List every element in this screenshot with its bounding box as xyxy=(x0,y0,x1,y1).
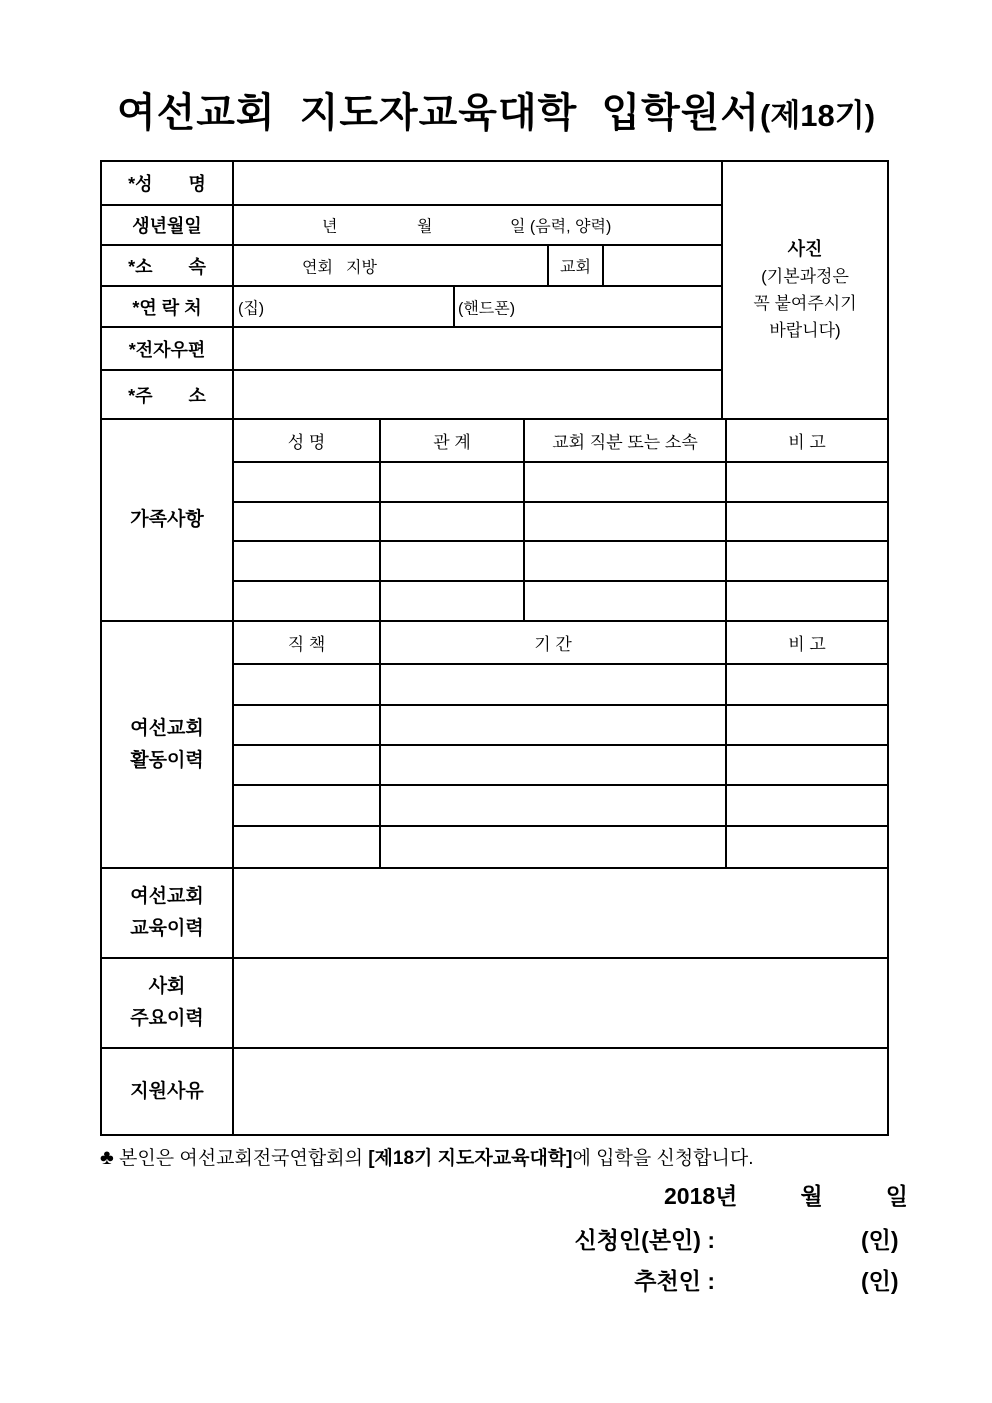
social-career-section xyxy=(102,957,887,1047)
family-position-cell xyxy=(523,503,725,541)
email-row xyxy=(102,326,721,369)
family-section xyxy=(102,418,887,620)
activity-note-cell xyxy=(725,706,887,744)
month-hint: 월 xyxy=(417,218,433,236)
date-day: 일 xyxy=(885,1183,908,1209)
declaration-suffix: 에 입학을 신청합니다. xyxy=(572,1148,754,1169)
family-row xyxy=(234,461,887,501)
family-header-position: 교회 직분 또는 소속 xyxy=(523,420,725,461)
recommender-seal-mark: (인) xyxy=(861,1268,899,1294)
name-input-area xyxy=(234,162,721,204)
declaration-line xyxy=(100,1143,754,1170)
activity-grid xyxy=(234,622,887,867)
day-calendar-hint: 일 (음력, 양력) xyxy=(510,218,612,236)
reason-section-label: 지원사유 xyxy=(102,1049,234,1134)
contact-label: *연 락 처 xyxy=(102,287,234,326)
page-title-main: 여선교회 지도자교육대학 입학원서 xyxy=(116,91,761,135)
activity-row xyxy=(234,825,887,867)
education-label-line1: 여선교회 xyxy=(130,886,204,907)
family-relation-cell xyxy=(379,463,523,501)
birthdate-label: 생년월일 xyxy=(102,206,234,244)
application-reason-section xyxy=(102,1047,887,1134)
activity-position-cell xyxy=(234,665,379,704)
name-label: *성 명 xyxy=(102,162,234,204)
activity-header-row xyxy=(234,622,887,663)
family-row xyxy=(234,501,887,541)
conference-hint: 연회 xyxy=(302,259,333,276)
activity-label-line1: 여선교회 xyxy=(130,717,204,739)
affiliation-row xyxy=(102,244,721,285)
applicant-seal-mark: (인) xyxy=(861,1227,899,1253)
date-line xyxy=(664,1178,908,1211)
birthdate-row xyxy=(102,204,721,244)
affiliation-conference-district-area xyxy=(234,246,549,285)
personal-info-rows xyxy=(102,162,721,418)
church-input-area xyxy=(604,246,721,285)
activity-note-cell xyxy=(725,827,887,867)
family-header-note: 비 고 xyxy=(725,420,887,461)
family-section-label: 가족사항 xyxy=(102,420,234,620)
club-bullet-icon: ♣ xyxy=(100,1146,114,1169)
recommender-signature-label: 추천인 : xyxy=(634,1268,715,1294)
family-header-relation: 관 계 xyxy=(379,420,523,461)
home-phone-hint: (집) xyxy=(238,300,265,317)
reason-input-area xyxy=(234,1049,887,1134)
family-note-cell xyxy=(725,542,887,580)
birthdate-input-area xyxy=(234,206,721,244)
activity-row xyxy=(234,784,887,825)
education-history-section xyxy=(102,867,887,957)
year-hint: 년 xyxy=(322,218,338,236)
activity-period-cell xyxy=(379,746,725,784)
mobile-phone-input-area xyxy=(455,287,721,326)
mobile-phone-hint: (핸드폰) xyxy=(458,300,516,317)
family-row xyxy=(234,540,887,580)
home-phone-input-area xyxy=(234,287,455,326)
family-position-cell xyxy=(523,463,725,501)
social-input-area xyxy=(234,959,887,1047)
application-form-table xyxy=(100,160,889,1136)
photo-label: 사진 xyxy=(787,239,823,259)
education-label-line2: 교육이력 xyxy=(130,918,204,939)
activity-row xyxy=(234,704,887,744)
activity-label-line2: 활동이력 xyxy=(130,749,204,771)
family-relation-cell xyxy=(379,542,523,580)
family-note-cell xyxy=(725,503,887,541)
church-label-cell xyxy=(549,246,604,285)
address-row xyxy=(102,369,721,418)
contact-row xyxy=(102,285,721,326)
family-name-cell xyxy=(234,463,379,501)
personal-info-section xyxy=(102,162,887,418)
family-name-cell xyxy=(234,582,379,620)
address-label: *주 소 xyxy=(102,371,234,418)
social-section-label xyxy=(102,959,234,1047)
family-relation-cell xyxy=(379,582,523,620)
photo-note-line3: 바랍니다) xyxy=(769,321,841,340)
email-input-area xyxy=(234,328,721,369)
social-label-line2: 주요이력 xyxy=(130,1008,204,1029)
activity-row xyxy=(234,663,887,704)
declaration-prefix: 본인은 여선교회전국연합회의 xyxy=(113,1148,369,1169)
family-name-cell xyxy=(234,542,379,580)
activity-note-cell xyxy=(725,786,887,825)
applicant-signature-label: 신청인(본인) : xyxy=(574,1227,715,1253)
activity-section-label xyxy=(102,622,234,867)
activity-note-cell xyxy=(725,746,887,784)
family-position-cell xyxy=(523,582,725,620)
social-label-line1: 사회 xyxy=(148,976,186,997)
date-year: 2018년 xyxy=(664,1183,738,1209)
activity-history-section xyxy=(102,620,887,867)
family-header-name: 성 명 xyxy=(287,432,326,452)
activity-period-cell xyxy=(379,665,725,704)
family-row xyxy=(234,580,887,620)
family-note-cell xyxy=(725,463,887,501)
email-label: *전자우편 xyxy=(102,328,234,369)
church-hint: 교회 xyxy=(560,259,591,276)
name-row xyxy=(102,162,721,204)
page-title xyxy=(0,88,992,141)
district-hint: 지방 xyxy=(346,259,377,276)
activity-position-cell xyxy=(234,786,379,825)
activity-period-cell xyxy=(379,706,725,744)
activity-row xyxy=(234,744,887,784)
page-title-term: (제18기) xyxy=(760,98,876,133)
date-month: 월 xyxy=(800,1183,823,1209)
photo-box xyxy=(721,162,887,418)
family-position-cell xyxy=(523,542,725,580)
education-section-label xyxy=(102,869,234,957)
activity-note-cell xyxy=(725,665,887,704)
family-name-cell xyxy=(234,503,379,541)
family-relation-cell xyxy=(379,503,523,541)
activity-header-note: 비 고 xyxy=(725,622,887,663)
family-grid xyxy=(234,420,887,620)
activity-period-cell xyxy=(379,786,725,825)
affiliation-label: *소 속 xyxy=(102,246,234,285)
education-input-area xyxy=(234,869,887,957)
declaration-course-name: [제18기 지도자교육대학] xyxy=(368,1148,573,1169)
activity-position-cell xyxy=(234,827,379,867)
activity-header-period: 기 간 xyxy=(379,622,725,663)
photo-note-line1: (기본과정은 xyxy=(761,267,849,286)
address-input-area xyxy=(234,371,721,418)
activity-period-cell xyxy=(379,827,725,867)
family-header-row xyxy=(234,420,887,461)
activity-position-cell xyxy=(234,746,379,784)
photo-note-line2: 꼭 붙여주시기 xyxy=(753,294,857,313)
activity-header-position: 직 책 xyxy=(287,635,326,654)
family-note-cell xyxy=(725,582,887,620)
activity-position-cell xyxy=(234,706,379,744)
